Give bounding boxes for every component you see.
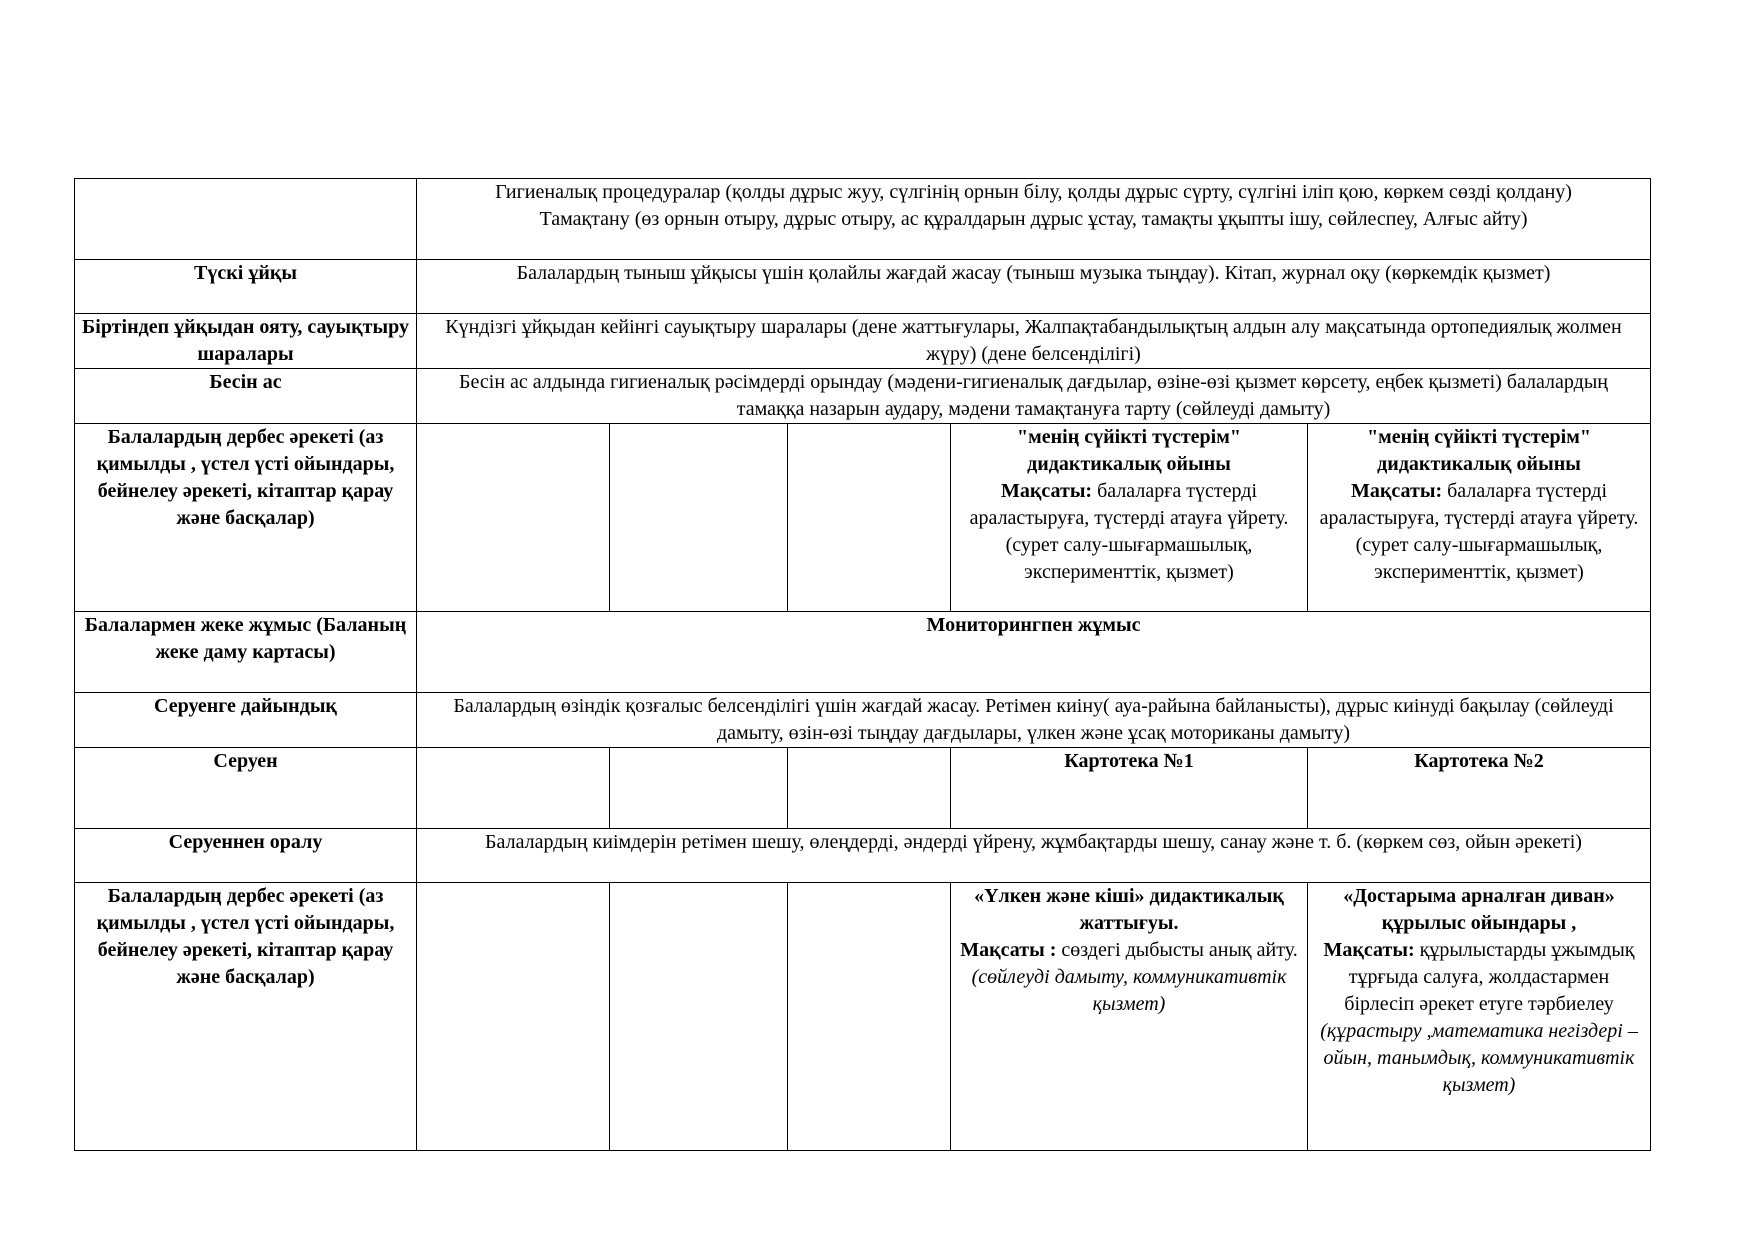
goal-text: құрылыстарды ұжымдық тұрғыда салуға, жолдастармен бірлесіп әрекет етуге тәрбиелеу bbox=[1344, 939, 1635, 1015]
activity-title: "менің сүйікті түстерім" дидактикалық ойыны bbox=[1367, 426, 1591, 475]
activity-title: "менің сүйікті түстерім" дидактикалық ойыны bbox=[1017, 426, 1241, 475]
table-row-independent-2 bbox=[75, 883, 1651, 1151]
activity-cell-fri bbox=[1308, 424, 1651, 612]
goal-label: Мақсаты: bbox=[1000, 480, 1093, 502]
row-label-snack: Бесін ас bbox=[75, 369, 417, 424]
empty-cell-tue bbox=[610, 883, 788, 1151]
table-row-walk-prep bbox=[75, 693, 1651, 748]
row-label-return: Серуеннен оралу bbox=[75, 829, 417, 883]
hygiene-text: Гигиеналық процедуралар (қолды дұрыс жуу, сүлгінің орнын білу, қолды дұрыс сүрту, сүлгіні іліп қою, көркем сөзді қолдану) bbox=[495, 181, 1572, 203]
snack-text: Бесін ас алдында гигиеналық рәсімдерді орындау (мәдени-гигиеналық дағдылар, өзіне-өзі қызмет көрсету, еңбек қызметі) балалардың тамаққа назарын аудару, мәдени тамақтануға тарту (сөйлеуді дамыту) bbox=[417, 369, 1651, 424]
wakeup-text: Күндізгі ұйқыдан кейінгі сауықтыру шаралары (дене жаттығулары, Жалпақтабандылықтың алдын алу мақсатында ортопедиялық жолмен жүру) (дене белсенділігі) bbox=[417, 314, 1651, 369]
hygiene-cell bbox=[417, 179, 1651, 260]
meal-text: Тамақтану (өз орнын отыру, дұрыс отыру, ас құралдарын дұрыс ұстау, тамақты ұқыпты ішу, сөйлеспеу, Алғыс айту) bbox=[539, 208, 1528, 230]
empty-cell-mon bbox=[417, 424, 610, 612]
activity-note: (сөйлеуді дамыту, коммуникативтік қызмет) bbox=[971, 966, 1287, 1015]
empty-cell-tue bbox=[610, 424, 788, 612]
card-index-2: Картотека №2 bbox=[1308, 748, 1651, 829]
table-row-return bbox=[75, 829, 1651, 883]
table-row-nap bbox=[75, 260, 1651, 314]
empty-cell-mon bbox=[417, 883, 610, 1151]
activity-cell-thu bbox=[951, 424, 1308, 612]
row-label-walk-prep: Серуенге дайындық bbox=[75, 693, 417, 748]
table-row-individual bbox=[75, 612, 1651, 693]
activity-note: (құрастыру ,математика негіздері – ойын, танымдық, коммуникативтік қызмет) bbox=[1320, 1020, 1638, 1096]
card-index-1: Картотека №1 bbox=[951, 748, 1308, 829]
goal-label: Мақсаты : bbox=[960, 939, 1057, 961]
table-row-hygiene bbox=[75, 179, 1651, 260]
activity-cell-thu bbox=[951, 883, 1308, 1151]
walk-prep-text: Балалардың өзіндік қозғалыс белсенділігі үшін жағдай жасау. Ретімен киіну( ауа-райына байланысты), дұрыс киінуді бақылау (сөйлеуді дамыту, өзін-өзі тыңдау дағдылары, үлкен және ұсақ моториканы дамыту) bbox=[417, 693, 1651, 748]
empty-cell-mon bbox=[417, 748, 610, 829]
row-label-walk: Серуен bbox=[75, 748, 417, 829]
row-label-empty bbox=[75, 179, 417, 260]
table-row-walk bbox=[75, 748, 1651, 829]
activity-note: (сурет салу-шығармашылық, эксперименттік, қызмет) bbox=[1005, 534, 1253, 583]
row-label-nap: Түскі ұйқы bbox=[75, 260, 417, 314]
empty-cell-wed bbox=[788, 748, 951, 829]
activity-note: (сурет салу-шығармашылық, эксперименттік, қызмет) bbox=[1355, 534, 1603, 583]
table-row-wakeup bbox=[75, 314, 1651, 369]
daily-schedule-table bbox=[74, 178, 1651, 1151]
return-text: Балалардың киімдерін ретімен шешу, өлеңдерді, әндерді үйрену, жұмбақтарды шешу, санау және т. б. (көркем сөз, ойын әрекеті) bbox=[417, 829, 1651, 883]
row-label-individual: Балалармен жеке жұмыс (Баланың жеке даму картасы) bbox=[75, 612, 417, 693]
empty-cell-wed bbox=[788, 424, 951, 612]
empty-cell-tue bbox=[610, 748, 788, 829]
goal-label: Мақсаты: bbox=[1323, 939, 1415, 961]
monitoring-text: Мониторингпен жұмыс bbox=[417, 612, 1651, 693]
goal-text: балаларға түстерді араластыруға, түстерді атауға үйрету. bbox=[969, 480, 1289, 529]
activity-title: «Үлкен және кіші» дидактикалық жаттығуы. bbox=[974, 885, 1284, 934]
table-row-independent-1 bbox=[75, 424, 1651, 612]
table-row-snack bbox=[75, 369, 1651, 424]
activity-cell-fri bbox=[1308, 883, 1651, 1151]
row-label-independent-1: Балалардың дербес әрекеті (аз қимылды , үстел үсті ойындары, бейнелеу әрекеті, кітаптар қарау және басқалар) bbox=[75, 424, 417, 612]
nap-text: Балалардың тыныш ұйқысы үшін қолайлы жағдай жасау (тыныш музыка тыңдау). Кітап, журнал оқу (көркемдік қызмет) bbox=[417, 260, 1651, 314]
row-label-independent-2: Балалардың дербес әрекеті (аз қимылды , үстел үсті ойындары, бейнелеу әрекеті, кітаптар қарау және басқалар) bbox=[75, 883, 417, 1151]
goal-text: балаларға түстерді араластыруға, түстерді атауға үйрету. bbox=[1319, 480, 1639, 529]
activity-title: «Достарыма арналған диван» құрылыс ойындары , bbox=[1343, 885, 1615, 934]
empty-cell-wed bbox=[788, 883, 951, 1151]
goal-text: сөздегі дыбысты анық айту. bbox=[1056, 939, 1298, 961]
row-label-wakeup: Біртіндеп ұйқыдан ояту, сауықтыру шаралары bbox=[75, 314, 417, 369]
goal-label: Мақсаты: bbox=[1351, 480, 1443, 502]
